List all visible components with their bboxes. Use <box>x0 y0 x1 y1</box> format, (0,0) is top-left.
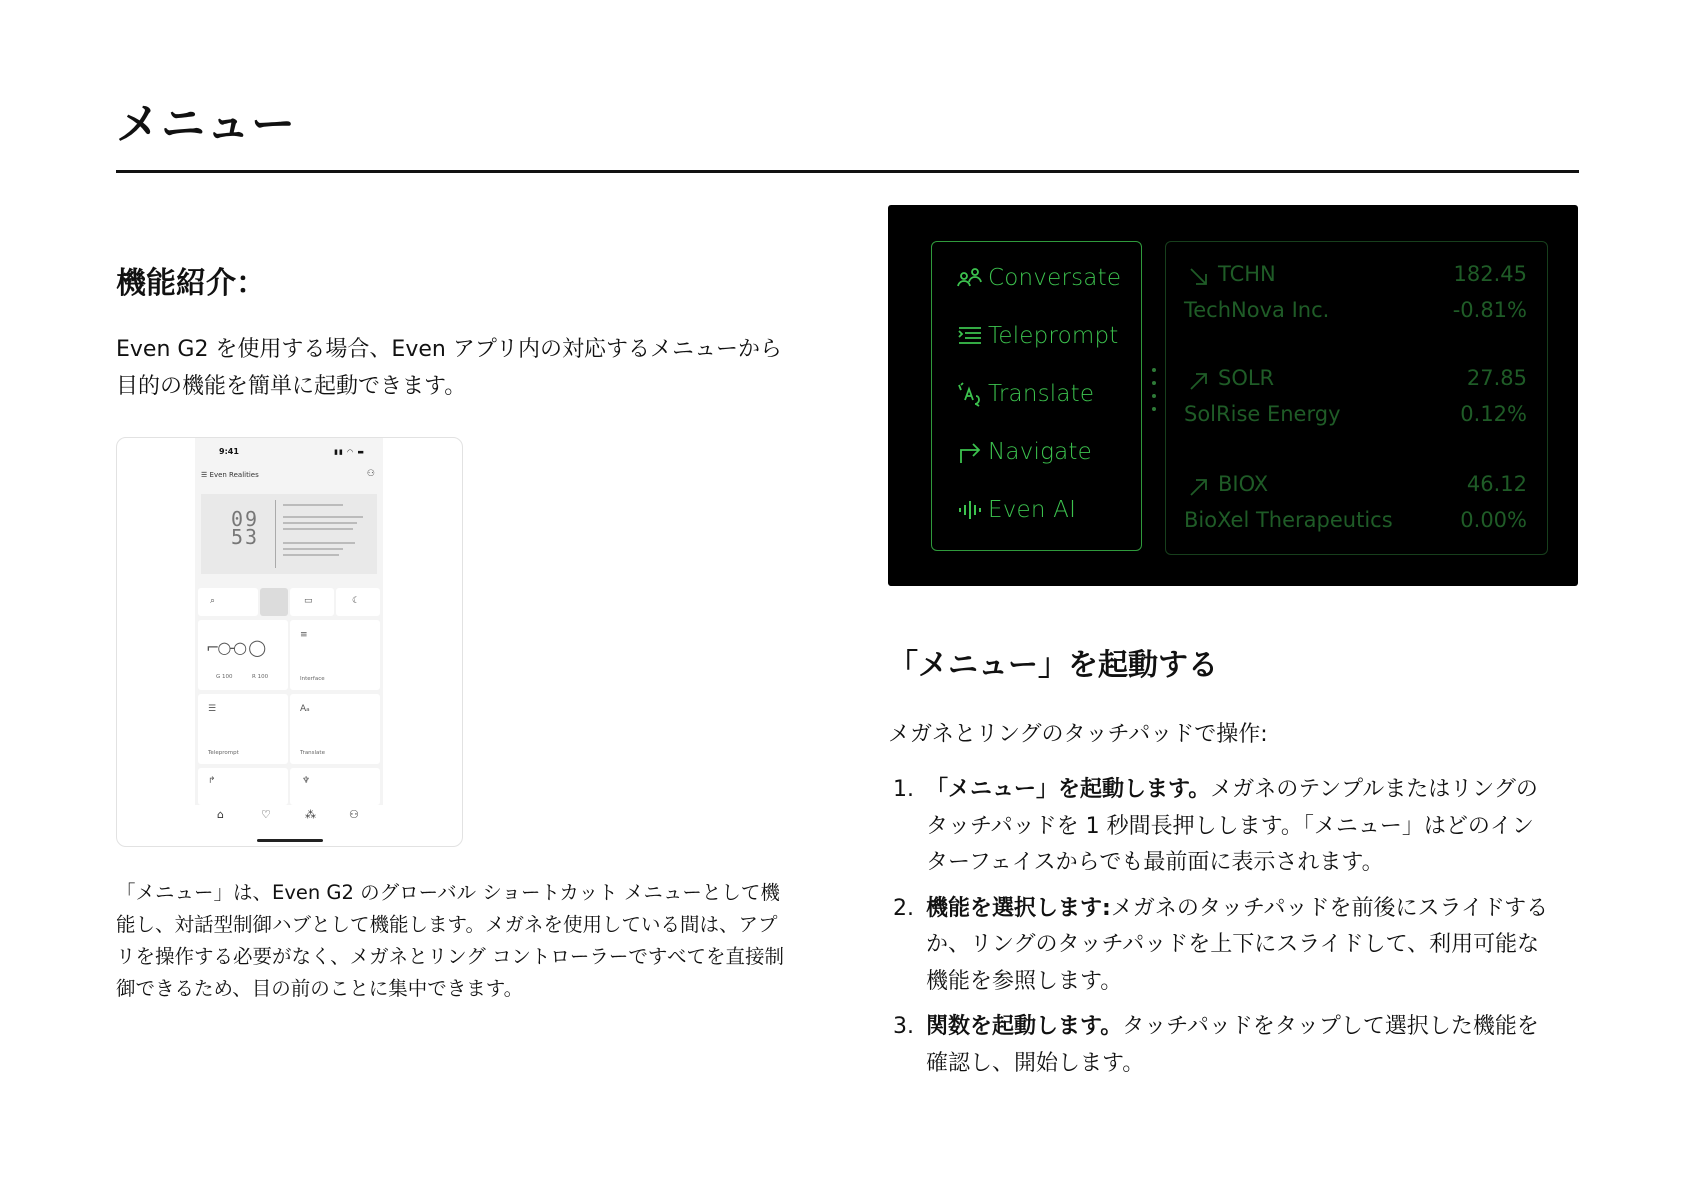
launch-steps-list <box>893 772 1583 1091</box>
translate-tile[interactable]: Aₐ Translate <box>290 694 380 764</box>
step-title: 「メニュー」を起動します。 <box>926 777 1211 802</box>
hud-stock-widget <box>1165 241 1548 555</box>
theme-tile[interactable] <box>336 588 380 616</box>
glasses-hud-display <box>888 205 1578 586</box>
camera-tile[interactable] <box>290 588 334 616</box>
phone-status-bar <box>195 438 383 460</box>
title-divider <box>116 170 1579 173</box>
interface-icon: ≡ <box>300 630 308 640</box>
stock-row: BIOX 46.12 BioXel Therapeutics 0.00% <box>1184 472 1527 532</box>
hud-menu <box>931 241 1142 551</box>
navigate-icon: ↱ <box>208 776 216 786</box>
search-icon: ⌕ <box>210 596 216 606</box>
home-indicator <box>257 839 323 842</box>
hud-page-indicator <box>1152 368 1156 420</box>
moon-icon: ☾ <box>352 596 361 606</box>
intro-line: Even G2 を使用する場合、Even アプリ内の対応するメニューから <box>116 337 782 362</box>
even-ai-icon <box>956 496 984 524</box>
phone-clock: 09 53 <box>231 507 260 549</box>
device-tile[interactable] <box>198 620 288 690</box>
even-ai-tile[interactable] <box>290 768 380 805</box>
stock-row: TCHN 182.45 TechNova Inc. -0.81% <box>1184 262 1527 322</box>
step-item: 2. 機能を選択します:メガネのタッチパッドを前後にスライドする か、リングのタッチパッドを上下にスライドして、利用可能な 機能を参照します。 <box>893 895 1549 994</box>
trend-up-icon <box>1188 476 1210 498</box>
apps-icon[interactable]: ⁂ <box>305 808 316 821</box>
phone-time: 9:41 <box>219 447 239 456</box>
search-tile[interactable] <box>198 588 258 616</box>
microphone-icon: ♆ <box>302 776 311 786</box>
step-item: 3. 関数を起動します。タッチパッドをタップして選択した機能を 確認し、開始します。 <box>893 1014 1539 1076</box>
home-icon[interactable]: ⌂ <box>217 808 224 821</box>
phone-tab-bar <box>195 805 383 829</box>
navigate-icon <box>956 438 984 466</box>
translate-icon <box>956 380 984 408</box>
trend-up-icon <box>1188 370 1210 392</box>
profile-icon[interactable]: ⚇ <box>349 808 359 821</box>
translate-icon: Aₐ <box>300 704 310 714</box>
launch-lead: メガネとリングのタッチパッドで操作: <box>888 722 1268 747</box>
glasses-battery: G 100 <box>216 674 233 680</box>
camera-icon: ▭ <box>304 596 313 606</box>
trend-down-icon <box>1188 266 1210 288</box>
page-title: メニュー <box>116 99 296 150</box>
features-heading: 機能紹介： <box>116 266 266 301</box>
placeholder-tile[interactable] <box>260 588 288 616</box>
user-icon[interactable]: ⚇ <box>366 469 375 479</box>
teleprompt-icon: ☰ <box>208 704 217 714</box>
signal-wifi-battery-icon: ▮▮ ◠ ▬ <box>334 448 365 456</box>
glasses-icon: ⌐○-○ ◯ <box>206 638 265 657</box>
step-title: 機能を選択します: <box>926 895 1111 921</box>
phone-app-name: ☰ Even Realities <box>201 471 259 479</box>
conversate-icon <box>956 264 984 292</box>
teleprompt-icon <box>956 322 984 350</box>
phone-screenshot <box>116 437 463 847</box>
hud-menu-item-navigate[interactable]: Navigate <box>956 436 1092 468</box>
hud-menu-item-teleprompt[interactable]: Teleprompt <box>956 320 1118 352</box>
phone-screen <box>195 438 383 805</box>
intro-line: 目的の機能を簡単に起動できます。 <box>116 374 467 399</box>
phone-dashboard-panel <box>201 494 377 574</box>
ring-battery: R 100 <box>252 674 269 680</box>
hud-menu-item-conversate[interactable]: Conversate <box>956 262 1121 294</box>
launch-menu-heading: 「メニュー」を起動する <box>888 648 1218 683</box>
interface-tile[interactable]: ≡ Interface <box>290 620 380 690</box>
intro-paragraph <box>116 331 782 405</box>
hud-menu-item-even-ai[interactable]: Even AI <box>956 494 1076 526</box>
hud-menu-item-translate[interactable]: Translate <box>956 378 1094 410</box>
health-icon[interactable]: ♡ <box>261 808 271 821</box>
stock-row: SOLR 27.85 SolRise Energy 0.12% <box>1184 366 1527 426</box>
step-title: 関数を起動します。 <box>926 1014 1123 1039</box>
menu-description: 「メニュー」は、Even G2 のグローバル ショートカット メニューとして機 能し、対話型制御ハブとして機能します。メガネを使用している間は、アプ リを操作する必要がなく、メガネとリング コントローラーですべてを直接制 御できるため、目の前のことに集中できます。 <box>116 881 785 1000</box>
step-item: 1. 「メニュー」を起動します。メガネのテンプルまたはリングの タッチパッドを 1 秒間長押しします。「メニュー」はどのイン ターフェイスからでも最前面に表示されます。 <box>893 777 1538 875</box>
teleprompt-tile[interactable]: ☰ Teleprompt <box>198 694 288 764</box>
navigate-tile[interactable] <box>198 768 288 805</box>
